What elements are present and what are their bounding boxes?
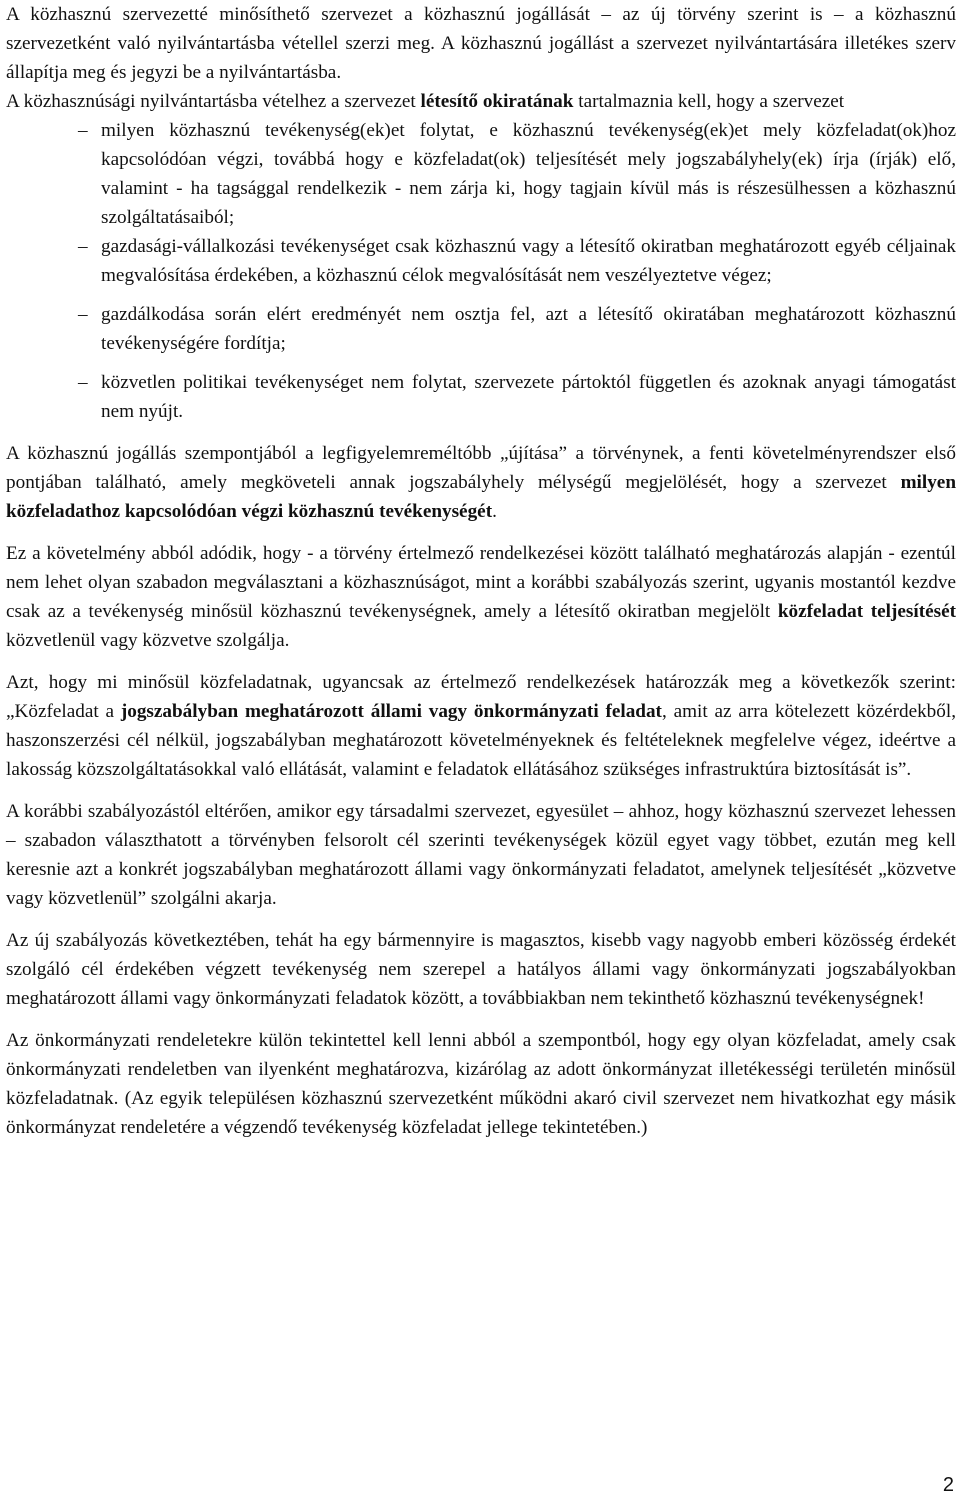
definition-text: Azt, hogy mi minősül közfeladatnak, ugyancsak az értelmező rendelkezések határozzák meg a következők szerint: „Közfeladat a [6, 672, 956, 722]
innovation-text: A közhasznú jogállás szempontjából a legfigyelemreméltóbb „újítása” a törvénynek, a fenti követelményrendszer első pontjában található, amely megköveteli annak jogszabályhely mélységű megjelölését, hogy a szervezet [6, 443, 956, 493]
list-item [6, 232, 956, 290]
previous-regulation-paragraph: A korábbi szabályozástól eltérően, amikor egy társadalmi szervezet, egyesület – ahhoz, hogy közhasznú szervezet lehessen – szabadon választhatott a törvényben felsorolt cél szerinti tevékenységek közül egyet vagy többet, ezután meg kell keresnie azt a konkrét jogszabályban meghatározott állami vagy önkormányzati feladatot, amelynek teljesítését „közvetve vagy közvetlenül” szolgálni akarja. [6, 801, 956, 909]
list-item-text: milyen közhasznú tevékenység(ek)et folytat, e közhasznú tevékenység(ek)et mely közfeladat(ok)hoz kapcsolódóan végzi, továbbá hogy e közfeladat(ok) teljesítését mely jogszabályhely(ek) írja (írják) elő, valamint - ha tagsággal rendelkezik - nem zárja ki, hogy tagjain kívül más is részesülhessen a közhasznú szolgáltatásaiból; [101, 120, 956, 228]
innovation-paragraph [6, 439, 956, 526]
list-item [6, 300, 956, 358]
list-item-text: közvetlen politikai tevékenységet nem folytat, szervezete pártoktól független és azoknak anyagi támogatást nem nyújt. [101, 372, 956, 422]
definition-bold: jogszabályban meghatározott állami vagy önkormányzati feladat [120, 701, 662, 722]
dash-bullet: – [78, 236, 88, 257]
requirement-bold: közfeladat teljesítését [777, 601, 956, 622]
innovation-bold: milyen közfeladathoz kapcsolódóan végzi közhasznú tevékenységét [6, 472, 956, 522]
requirements-list [6, 116, 956, 426]
innovation-text-end: . [492, 501, 497, 522]
list-item-text: gazdasági-vállalkozási tevékenységet csak közhasznú vagy a létesítő okiratban meghatározott egyéb céljainak megvalósítása érdekében, a közhasznú célok megvalósítását nem veszélyeztetve végez; [101, 236, 956, 286]
municipal-paragraph: Az önkormányzati rendeletekre külön tekintettel kell lenni abból a szempontból, hogy egy olyan közfeladat, amely csak önkormányzati rendeletben van ilyenként meghatározva, kizárólag az adott önkormányzat illetékességi területén minősül közfeladatnak. (Az egyik településen közhasznú szervezetként működni akaró civil szervezet nem hivatkozhat egy másik önkormányzat rendeletére a végzendő tevékenység közfeladat jellege tekintetében.) [6, 1030, 956, 1138]
requirements-lead-text-end: tartalmaznia kell, hogy a szervezet [573, 91, 845, 112]
definition-text-end: , amit az arra kötelezett közérdekből, haszonszerzési cél nélkül, jogszabályban meghatározott követelményeknek és feltételeknek megfelelve végez, ideértve a lakosság közszolgáltatásokkal való ellátását, valamint e feladatok ellátásához szükséges infrastruktúra biztosítását is”. [6, 701, 956, 780]
dash-bullet: – [78, 372, 88, 393]
intro-paragraph: A közhasznú szervezetté minősíthető szervezet a közhasznú jogállását – az új törvény szerint is – a közhasznú szervezetként való nyilvántartásba vétellel szerzi meg. A közhasznú jogállást a szervezet nyilvántartására illetékes szerv állapítja meg és jegyzi be a nyilvántartásba. [6, 4, 956, 83]
dash-bullet: – [78, 304, 88, 325]
requirements-lead [6, 87, 956, 116]
requirements-lead-bold: létesítő okiratának [420, 91, 574, 112]
dash-bullet: – [78, 120, 88, 141]
consequence-paragraph: Az új szabályozás következtében, tehát ha egy bármennyire is magasztos, kisebb vagy nagyobb emberi közösség érdekét szolgáló cél érdekében végzett tevékenység nem szerepel a hatályos állami vagy önkormányzati jogszabályokban meghatározott állami vagy önkormányzati feladatok között, a továbbiakban nem tekinthető közhasznú tevékenységnek! [6, 930, 956, 1009]
list-item [6, 368, 956, 426]
requirement-text: Ez a követelmény abból adódik, hogy - a törvény értelmező rendelkezései között található meghatározás alapján - ezentúl nem lehet olyan szabadon megválasztani a közhasznúságot, mint a korábbi szabályozás szerint, ugyanis mostantól kezdve csak az a tevékenység minősül közhasznú tevékenységnek, amely a létesítő okiratban megjelölt [6, 543, 956, 622]
list-item [6, 116, 956, 232]
requirement-paragraph [6, 539, 956, 655]
list-item-text: gazdálkodása során elért eredményét nem osztja fel, azt a létesítő okiratában meghatározott közhasznú tevékenységére fordítja; [101, 304, 956, 354]
definition-paragraph [6, 668, 956, 784]
requirement-text-end: közvetlenül vagy közvetve szolgálja. [6, 630, 290, 651]
page-number: 2 [942, 1474, 954, 1496]
document-page [6, 0, 956, 1142]
requirements-lead-text: A közhasznúsági nyilvántartásba vételhez a szervezet [6, 91, 421, 112]
